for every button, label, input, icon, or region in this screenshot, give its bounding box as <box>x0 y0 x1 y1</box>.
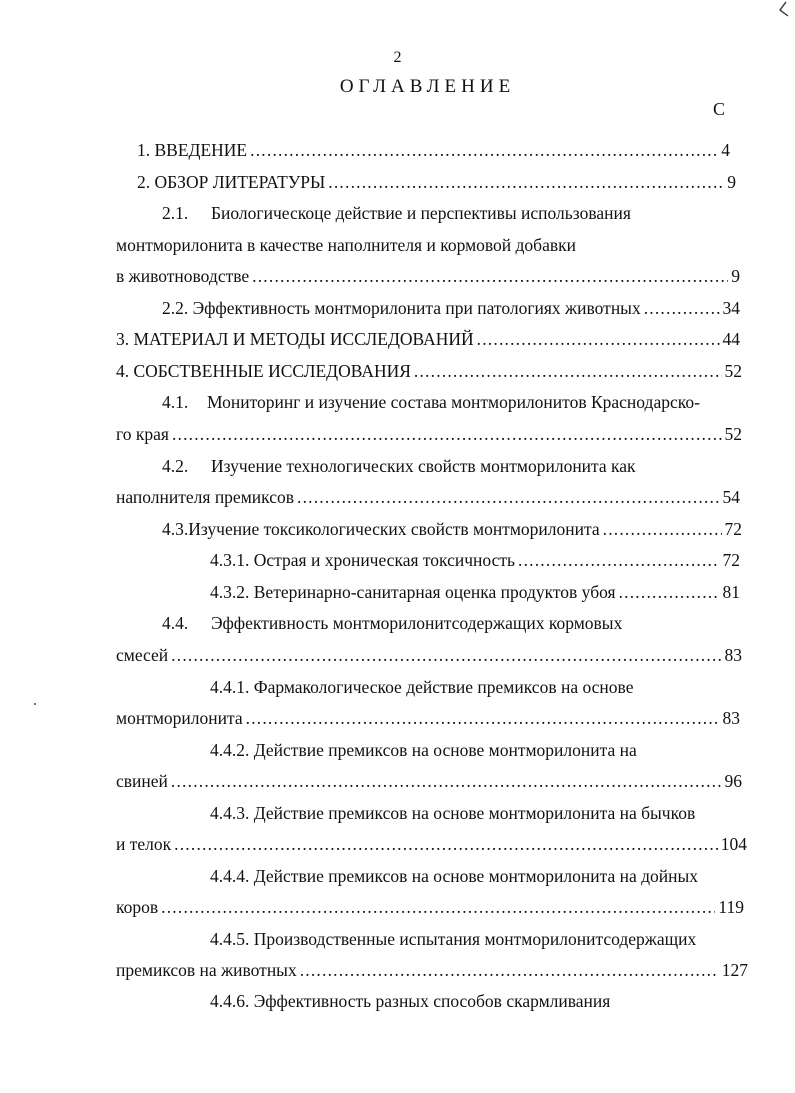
toc-entry <box>116 328 740 350</box>
toc-entry-number: 4.2. <box>162 456 189 476</box>
toc-entry <box>162 518 742 540</box>
toc-entry-number: 4.4. <box>162 613 189 633</box>
toc-entry-text: 4.4.4. Действие премиксов на основе монтморилонита на дойных <box>210 866 699 886</box>
toc-entry <box>210 928 696 950</box>
toc-entry-text: Изучение технологических свойств монтморилонита как <box>211 456 636 476</box>
toc-leader <box>619 581 720 603</box>
page-title: ОГЛАВЛЕНИЕ <box>339 76 516 97</box>
toc-entry-page: 83 <box>722 708 740 728</box>
toc-leader <box>174 833 718 855</box>
toc-entry-number: 4.1. <box>162 392 189 412</box>
toc-entry-text: коров <box>116 897 159 917</box>
toc-entry-page: 34 <box>722 298 740 318</box>
toc-entry-text: 4.3.1. Острая и хроническая токсичность <box>210 550 515 570</box>
toc-entry-page: 72 <box>722 550 740 570</box>
toc-entry-page: 83 <box>724 645 742 665</box>
toc-entry-text: 1. ВВЕДЕНИЕ <box>137 140 248 160</box>
toc-leader <box>644 297 720 319</box>
toc-entry-text: премиксов на животных <box>116 960 297 980</box>
toc-entry-text: 4.4.2. Действие премиксов на основе монтморилонита на <box>210 740 637 760</box>
toc-entry <box>210 739 637 761</box>
toc-entry-continuation <box>116 896 744 918</box>
page-column-header: С <box>713 99 726 119</box>
toc-entry-number: 2.1. <box>162 203 189 223</box>
toc-entry-continuation <box>116 770 742 792</box>
toc-entry <box>210 802 695 824</box>
toc-leader <box>246 707 720 729</box>
toc-entry-page: 81 <box>722 582 740 602</box>
corner-mark-icon <box>772 0 792 18</box>
toc-entry-page: 4 <box>721 140 730 160</box>
toc-entry-continuation <box>116 707 740 729</box>
toc-entry-text: наполнителя премиксов <box>116 487 294 507</box>
toc-entry-page: 9 <box>731 266 740 286</box>
toc-entry-text: 4. СОБСТВЕННЫЕ ИССЛЕДОВАНИЯ <box>116 361 411 381</box>
toc-entry-continuation <box>116 644 742 666</box>
toc-entry-page: 72 <box>724 519 742 539</box>
toc-entry-text: монтморилонита <box>116 708 243 728</box>
toc-leader <box>297 486 720 508</box>
toc-entry-text: го края <box>116 424 169 444</box>
toc-entry-text: монтморилонита в качестве наполнителя и кормовой добавки <box>116 235 576 255</box>
scan-speck <box>34 703 36 705</box>
toc-entry <box>162 612 622 634</box>
toc-entry <box>210 581 740 603</box>
toc-entry <box>210 676 633 698</box>
toc-entry-continuation <box>116 265 740 287</box>
toc-entry-text: 2.2. Эффективность монтморилонита при патологиях животных <box>162 298 641 318</box>
toc-entry-text: 3. МАТЕРИАЛ И МЕТОДЫ ИССЛЕДОВАНИЙ <box>116 329 474 349</box>
toc-entry-text: Эффективность монтморилонитсодержащих кормовых <box>211 613 623 633</box>
toc-entry-text: Биологическоце действие и перспективы использования <box>211 203 631 223</box>
toc-entry-text: в животноводстве <box>116 266 250 286</box>
toc-entry-continuation <box>116 423 742 445</box>
toc-entry <box>210 990 610 1012</box>
toc-entry-page: 127 <box>721 960 748 980</box>
toc-entry-text: 4.4.6. Эффективность разных способов скармливания <box>210 991 611 1011</box>
toc-leader <box>250 139 718 161</box>
toc-entry-page: 52 <box>724 361 742 381</box>
toc-leader <box>171 770 722 792</box>
toc-leader <box>328 171 724 193</box>
toc-entry <box>162 391 700 413</box>
toc-entry-text: Мониторинг и изучение состава монтморилонитов Краснодарско- <box>207 392 700 412</box>
toc-leader <box>252 265 728 287</box>
toc-entry-text: 4.3.2. Ветеринарно-санитарная оценка продуктов убоя <box>210 582 616 602</box>
toc-entry-text: 4.4.5. Производственные испытания монтморилонитсодержащих <box>210 929 697 949</box>
toc-entry <box>116 360 742 382</box>
toc-entry-continuation <box>116 959 748 981</box>
toc-leader <box>300 959 719 981</box>
toc-entry-text: 4.4.1. Фармакологическое действие премиксов на основе <box>210 677 634 697</box>
toc-entry-page: 104 <box>720 834 747 854</box>
toc-entry-page: 44 <box>722 329 740 349</box>
toc-entry <box>137 139 730 161</box>
toc-leader <box>171 644 721 666</box>
toc-leader <box>518 549 720 571</box>
toc-entry <box>210 549 740 571</box>
toc-entry-text: 2. ОБЗОР ЛИТЕРАТУРЫ <box>137 172 326 192</box>
toc-entry <box>162 455 636 477</box>
toc-entry <box>162 202 631 224</box>
toc-entry-text: свиней <box>116 771 168 791</box>
toc-entry <box>137 171 736 193</box>
toc-leader <box>603 518 722 540</box>
toc-entry-page: 54 <box>722 487 740 507</box>
toc-entry-page: 119 <box>718 897 744 917</box>
toc-leader <box>161 896 715 918</box>
toc-leader <box>477 328 720 350</box>
toc-leader <box>414 360 722 382</box>
toc-entry-text: смесей <box>116 645 169 665</box>
toc-entry-page: 96 <box>724 771 742 791</box>
toc-entry-number: 4.3. <box>162 519 189 539</box>
toc-entry-page: 52 <box>724 424 742 444</box>
toc-entry-continuation <box>116 486 740 508</box>
toc-entry-page: 9 <box>727 172 736 192</box>
toc-entry <box>210 865 698 887</box>
toc-entry-continuation <box>116 833 747 855</box>
page-number: 2 <box>393 49 402 66</box>
toc-entry-text: 4.4.3. Действие премиксов на основе монтморилонита на бычков <box>210 803 696 823</box>
toc-entry <box>162 297 740 319</box>
toc-leader <box>172 423 722 445</box>
toc-entry-continuation <box>116 234 576 256</box>
toc-entry-text: и телок <box>116 834 172 854</box>
toc-entry-text: Изучение токсикологических свойств монтморилонита <box>188 519 600 539</box>
